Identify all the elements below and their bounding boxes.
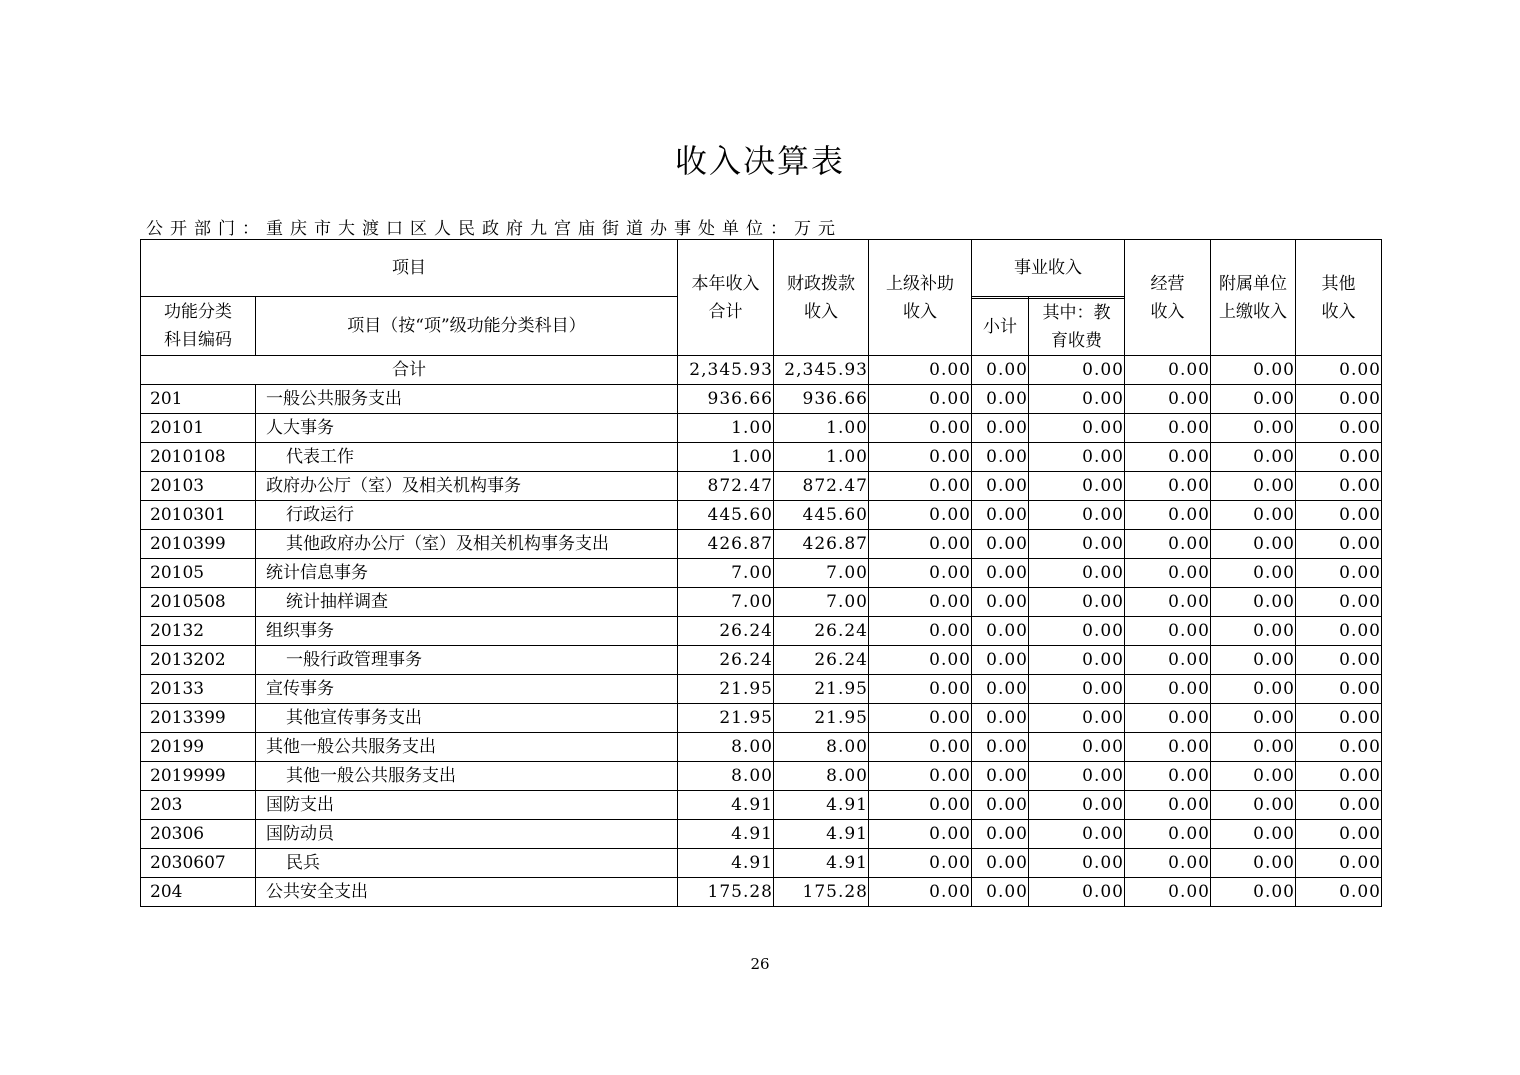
row-value: 0.00 — [1029, 414, 1125, 443]
table-row — [141, 849, 1382, 878]
table-row — [141, 675, 1382, 704]
row-name: 国防动员 — [256, 820, 678, 849]
row-value: 0.00 — [1125, 617, 1211, 646]
row-value: 8.00 — [678, 733, 774, 762]
row-code: 20105 — [141, 559, 256, 588]
table-row — [141, 414, 1382, 443]
department-label: 公开部门：重庆市大渡口区人民政府九宫庙街道办事处 — [146, 219, 722, 239]
row-value: 445.60 — [678, 501, 774, 530]
table-row — [141, 617, 1382, 646]
row-value: 872.47 — [774, 472, 869, 501]
total-label: 合计 — [141, 356, 678, 385]
row-value: 1.00 — [678, 414, 774, 443]
row-code: 20199 — [141, 733, 256, 762]
table-row — [141, 791, 1382, 820]
row-code: 2013202 — [141, 646, 256, 675]
row-value: 0.00 — [1296, 530, 1382, 559]
row-value: 0.00 — [1029, 617, 1125, 646]
row-value: 0.00 — [1029, 646, 1125, 675]
row-value: 0.00 — [1029, 501, 1125, 530]
header-operating: 经营收入 — [1125, 240, 1211, 356]
row-value: 0.00 — [1029, 704, 1125, 733]
row-value: 0.00 — [972, 820, 1029, 849]
row-value: 0.00 — [869, 762, 972, 791]
table-row — [141, 733, 1382, 762]
report-meta — [146, 214, 842, 239]
row-value: 0.00 — [1125, 704, 1211, 733]
row-value: 0.00 — [1296, 704, 1382, 733]
row-name: 一般行政管理事务 — [256, 646, 678, 675]
row-value: 0.00 — [1296, 878, 1382, 907]
row-value: 0.00 — [1029, 791, 1125, 820]
row-value: 0.00 — [1296, 733, 1382, 762]
row-value: 0.00 — [869, 704, 972, 733]
row-value: 0.00 — [1211, 762, 1296, 791]
row-code: 20306 — [141, 820, 256, 849]
row-value: 0.00 — [869, 443, 972, 472]
row-value: 0.00 — [1125, 530, 1211, 559]
row-value: 0.00 — [1211, 820, 1296, 849]
row-value: 0.00 — [972, 617, 1029, 646]
row-value: 0.00 — [972, 385, 1029, 414]
row-value: 0.00 — [1296, 559, 1382, 588]
row-value: 0.00 — [1211, 617, 1296, 646]
row-value: 0.00 — [972, 530, 1029, 559]
row-value: 0.00 — [1125, 559, 1211, 588]
row-code: 2010399 — [141, 530, 256, 559]
row-value: 0.00 — [1125, 849, 1211, 878]
row-name: 统计信息事务 — [256, 559, 678, 588]
row-value: 4.91 — [774, 791, 869, 820]
row-name: 代表工作 — [256, 443, 678, 472]
row-value: 21.95 — [678, 704, 774, 733]
row-value: 0.00 — [972, 704, 1029, 733]
row-value: 0.00 — [1296, 762, 1382, 791]
row-name: 人大事务 — [256, 414, 678, 443]
row-value: 0.00 — [1029, 588, 1125, 617]
row-value: 0.00 — [1125, 878, 1211, 907]
total-cell: 0.00 — [1211, 356, 1296, 385]
table-row — [141, 385, 1382, 414]
row-value: 0.00 — [869, 414, 972, 443]
row-name: 一般公共服务支出 — [256, 385, 678, 414]
row-value: 0.00 — [869, 791, 972, 820]
row-name: 其他宣传事务支出 — [256, 704, 678, 733]
row-value: 0.00 — [869, 501, 972, 530]
row-value: 0.00 — [1029, 733, 1125, 762]
row-name: 其他政府办公厅（室）及相关机构事务支出 — [256, 530, 678, 559]
row-value: 4.91 — [678, 849, 774, 878]
row-value: 0.00 — [869, 530, 972, 559]
table-row — [141, 530, 1382, 559]
row-value: 0.00 — [1296, 617, 1382, 646]
row-value: 0.00 — [1211, 791, 1296, 820]
header-superior: 上级补助收入 — [869, 240, 972, 356]
row-value: 26.24 — [774, 617, 869, 646]
row-value: 0.00 — [869, 878, 972, 907]
row-value: 0.00 — [972, 472, 1029, 501]
row-value: 0.00 — [1296, 646, 1382, 675]
row-value: 0.00 — [1211, 501, 1296, 530]
row-value: 0.00 — [1211, 414, 1296, 443]
row-code: 2010108 — [141, 443, 256, 472]
row-value: 0.00 — [1296, 414, 1382, 443]
row-value: 0.00 — [1029, 762, 1125, 791]
row-value: 0.00 — [1296, 588, 1382, 617]
row-value: 8.00 — [774, 733, 869, 762]
row-value: 0.00 — [1211, 704, 1296, 733]
table-row — [141, 704, 1382, 733]
row-name: 组织事务 — [256, 617, 678, 646]
row-name: 统计抽样调查 — [256, 588, 678, 617]
row-name: 公共安全支出 — [256, 878, 678, 907]
row-value: 0.00 — [869, 559, 972, 588]
total-cell: 0.00 — [1125, 356, 1211, 385]
row-code: 203 — [141, 791, 256, 820]
header-total: 本年收入合计 — [678, 240, 774, 356]
row-value: 0.00 — [972, 791, 1029, 820]
total-cell: 2,345.93 — [774, 356, 869, 385]
row-value: 0.00 — [1029, 472, 1125, 501]
row-value: 0.00 — [1125, 820, 1211, 849]
row-value: 26.24 — [774, 646, 869, 675]
row-value: 0.00 — [1029, 878, 1125, 907]
row-value: 4.91 — [678, 820, 774, 849]
row-value: 7.00 — [678, 588, 774, 617]
header-fiscal: 财政拨款收入 — [774, 240, 869, 356]
row-value: 0.00 — [869, 472, 972, 501]
row-value: 0.00 — [869, 617, 972, 646]
row-value: 0.00 — [1211, 733, 1296, 762]
row-value: 0.00 — [972, 501, 1029, 530]
row-code: 2030607 — [141, 849, 256, 878]
row-value: 0.00 — [869, 385, 972, 414]
row-value: 0.00 — [1125, 472, 1211, 501]
header-business: 事业收入 — [972, 240, 1125, 297]
table-row — [141, 646, 1382, 675]
row-code: 201 — [141, 385, 256, 414]
page-title: 收入决算表 — [674, 142, 845, 180]
row-value: 0.00 — [869, 675, 972, 704]
row-value: 0.00 — [1029, 559, 1125, 588]
row-value: 0.00 — [972, 588, 1029, 617]
row-value: 0.00 — [869, 646, 972, 675]
row-value: 0.00 — [972, 762, 1029, 791]
row-value: 21.95 — [678, 675, 774, 704]
row-value: 0.00 — [869, 733, 972, 762]
row-name: 政府办公厅（室）及相关机构事务 — [256, 472, 678, 501]
row-value: 0.00 — [1125, 501, 1211, 530]
row-value: 0.00 — [1211, 530, 1296, 559]
row-value: 21.95 — [774, 704, 869, 733]
row-value: 0.00 — [972, 878, 1029, 907]
row-value: 0.00 — [1296, 791, 1382, 820]
header-name: 项目（按“项”级功能分类科目） — [256, 297, 678, 356]
row-value: 0.00 — [1296, 849, 1382, 878]
row-value: 0.00 — [1211, 443, 1296, 472]
row-value: 872.47 — [678, 472, 774, 501]
row-value: 0.00 — [1211, 849, 1296, 878]
row-value: 0.00 — [869, 849, 972, 878]
page-number: 26 — [750, 955, 770, 973]
row-code: 2010508 — [141, 588, 256, 617]
row-value: 0.00 — [972, 733, 1029, 762]
header-project: 项目 — [141, 240, 678, 297]
row-value: 0.00 — [1125, 385, 1211, 414]
row-value: 0.00 — [972, 414, 1029, 443]
table-row — [141, 588, 1382, 617]
total-cell: 0.00 — [1296, 356, 1382, 385]
row-value: 0.00 — [1125, 675, 1211, 704]
row-value: 0.00 — [1029, 530, 1125, 559]
table-body — [141, 240, 1382, 907]
row-value: 936.66 — [774, 385, 869, 414]
row-name: 行政运行 — [256, 501, 678, 530]
row-value: 0.00 — [1029, 675, 1125, 704]
row-value: 0.00 — [1125, 733, 1211, 762]
row-value: 21.95 — [774, 675, 869, 704]
row-code: 20132 — [141, 617, 256, 646]
row-code: 2019999 — [141, 762, 256, 791]
table-row — [141, 559, 1382, 588]
row-value: 0.00 — [972, 675, 1029, 704]
row-value: 26.24 — [678, 646, 774, 675]
header-affiliated: 附属单位上缴收入 — [1211, 240, 1296, 356]
income-statement-table — [140, 239, 1382, 907]
row-value: 0.00 — [1296, 675, 1382, 704]
header-edu: 其中：教育收费 — [1029, 299, 1125, 356]
header-subtotal: 小计 — [972, 299, 1029, 356]
row-value: 0.00 — [972, 559, 1029, 588]
row-value: 1.00 — [774, 414, 869, 443]
row-value: 0.00 — [869, 820, 972, 849]
row-code: 2010301 — [141, 501, 256, 530]
header-row-1 — [141, 240, 1382, 297]
row-value: 0.00 — [1211, 472, 1296, 501]
row-value: 0.00 — [1125, 646, 1211, 675]
row-value: 0.00 — [1211, 878, 1296, 907]
row-name: 其他一般公共服务支出 — [256, 762, 678, 791]
row-name: 宣传事务 — [256, 675, 678, 704]
total-cell: 0.00 — [972, 356, 1029, 385]
row-value: 7.00 — [774, 588, 869, 617]
row-name: 国防支出 — [256, 791, 678, 820]
total-cell: 2,345.93 — [678, 356, 774, 385]
row-value: 0.00 — [1211, 646, 1296, 675]
row-value: 175.28 — [774, 878, 869, 907]
total-row — [141, 356, 1382, 385]
row-value: 0.00 — [1029, 385, 1125, 414]
row-value: 175.28 — [678, 878, 774, 907]
table-row — [141, 762, 1382, 791]
row-value: 0.00 — [1296, 385, 1382, 414]
row-code: 20101 — [141, 414, 256, 443]
row-value: 7.00 — [774, 559, 869, 588]
row-value: 426.87 — [774, 530, 869, 559]
row-value: 8.00 — [678, 762, 774, 791]
row-value: 0.00 — [972, 443, 1029, 472]
row-name: 民兵 — [256, 849, 678, 878]
row-value: 1.00 — [678, 443, 774, 472]
row-value: 4.91 — [678, 791, 774, 820]
table-row — [141, 472, 1382, 501]
row-name: 其他一般公共服务支出 — [256, 733, 678, 762]
row-value: 4.91 — [774, 820, 869, 849]
table-row — [141, 878, 1382, 907]
row-value: 7.00 — [678, 559, 774, 588]
row-value: 0.00 — [1029, 820, 1125, 849]
row-value: 426.87 — [678, 530, 774, 559]
row-code: 20103 — [141, 472, 256, 501]
row-value: 0.00 — [972, 849, 1029, 878]
row-value: 0.00 — [1029, 849, 1125, 878]
row-value: 0.00 — [1211, 675, 1296, 704]
row-value: 0.00 — [869, 588, 972, 617]
row-value: 0.00 — [1125, 443, 1211, 472]
row-value: 0.00 — [1125, 791, 1211, 820]
total-cell: 0.00 — [869, 356, 972, 385]
total-cell: 0.00 — [1029, 356, 1125, 385]
row-value: 0.00 — [1296, 820, 1382, 849]
row-code: 2013399 — [141, 704, 256, 733]
row-value: 0.00 — [1296, 501, 1382, 530]
table-row — [141, 820, 1382, 849]
row-value: 4.91 — [774, 849, 869, 878]
header-code: 功能分类科目编码 — [141, 297, 256, 356]
row-value: 0.00 — [1029, 443, 1125, 472]
row-value: 0.00 — [972, 646, 1029, 675]
row-code: 20133 — [141, 675, 256, 704]
row-value: 0.00 — [1125, 414, 1211, 443]
row-code: 204 — [141, 878, 256, 907]
table-row — [141, 501, 1382, 530]
header-other: 其他收入 — [1296, 240, 1382, 356]
row-value: 0.00 — [1125, 588, 1211, 617]
row-value: 8.00 — [774, 762, 869, 791]
row-value: 0.00 — [1296, 443, 1382, 472]
row-value: 0.00 — [1211, 385, 1296, 414]
row-value: 0.00 — [1296, 472, 1382, 501]
row-value: 0.00 — [1211, 588, 1296, 617]
row-value: 445.60 — [774, 501, 869, 530]
row-value: 936.66 — [678, 385, 774, 414]
row-value: 0.00 — [1125, 762, 1211, 791]
row-value: 0.00 — [1211, 559, 1296, 588]
row-value: 26.24 — [678, 617, 774, 646]
row-value: 1.00 — [774, 443, 869, 472]
table-row — [141, 443, 1382, 472]
unit-label: 单位：万元 — [722, 219, 842, 239]
